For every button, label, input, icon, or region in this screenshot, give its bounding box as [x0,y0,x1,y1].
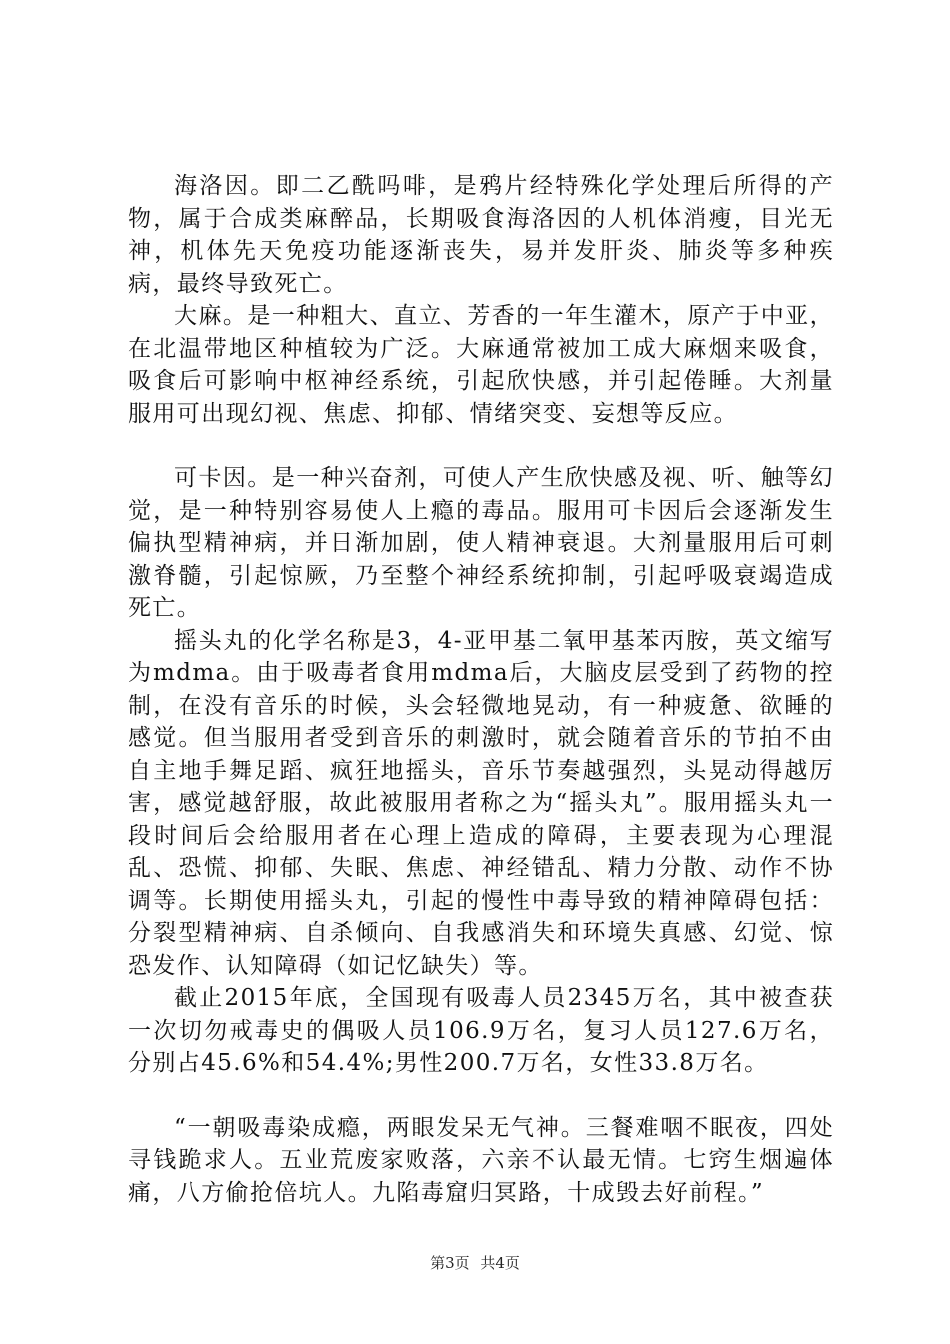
paragraph-cocaine: 可卡因。是一种兴奋剂，可使人产生欣快感及视、听、触等幻觉，是一种特别容易使人上瘾的毒品。服用可卡因后会逐渐发生偏执型精神病，并日渐加剧，使人精神衰退。大剂量服用后可刺激脊髓，引起惊厥，乃至整个神经系统抑制，引起呼吸衰竭造成死亡。 [128,465,834,621]
paragraph-statistics: 截止2015年底，全国现有吸毒人员2345万名，其中被查获一次切勿戒毒史的偶吸人员106.9万名，复习人员127.6万名，分别占45.6%和54.4%;男性200.7万名，女性33.8万名。 [128,985,834,1076]
page-total: 共4页 [480,1254,520,1272]
document-body [128,170,834,1209]
paragraph-cannabis: 大麻。是一种粗大、直立、芳香的一年生灌木，原产于中亚，在北温带地区种植较为广泛。大麻通常被加工成大麻烟来吸食，吸食后可影响中枢神经系统，引起欣快感，并引起倦睡。大剂量服用可出现幻视、焦虑、抑郁、情绪突变、妄想等反应。 [128,303,834,427]
page-number: 第3页 [430,1254,470,1272]
page-footer [0,1252,950,1273]
paragraph-spacer [128,1080,834,1112]
paragraph-ecstasy: 摇头丸的化学名称是3，4-亚甲基二氧甲基苯丙胺，英文缩写为mdma。由于吸毒者食用mdma后，大脑皮层受到了药物的控制，在没有音乐的时候，头会轻微地晃动，有一种疲惫、欲睡的感觉。但当服用者受到音乐的刺激时，就会随着音乐的节拍不由自主地手舞足蹈、疯狂地摇头，音乐节奏越强烈，头晃动得越厉害，感觉越舒服，故此被服用者称之为“摇头丸”。服用摇头丸一段时间后会给服用者在心理上造成的障碍，主要表现为心理混乱、恐慌、抑郁、失眠、焦虑、神经错乱、精力分散、动作不协调等。长期使用摇头丸，引起的慢性中毒导致的精神障碍包括：分裂型精神病、自杀倾向、自我感消失和环境失真感、幻觉、惊恐发作、认知障碍（如记忆缺失）等。 [128,627,834,979]
paragraph-poem: “一朝吸毒染成瘾，两眼发呆无气神。三餐难咽不眠夜，四处寻钱跪求人。五业荒废家败落，六亲不认最无情。七窍生烟遍体痛，八方偷抢倍坑人。九陷毒窟归冥路，十成毁去好前程。” [128,1114,834,1206]
paragraph-spacer [128,430,834,462]
paragraph-heroin: 海洛因。即二乙酰吗啡，是鸦片经特殊化学处理后所得的产物，属于合成类麻醉品，长期吸食海洛因的人机体消瘦，目光无神，机体先天免疫功能逐渐丧失，易并发肝炎、肺炎等多种疾病，最终导致死亡。 [128,173,834,297]
